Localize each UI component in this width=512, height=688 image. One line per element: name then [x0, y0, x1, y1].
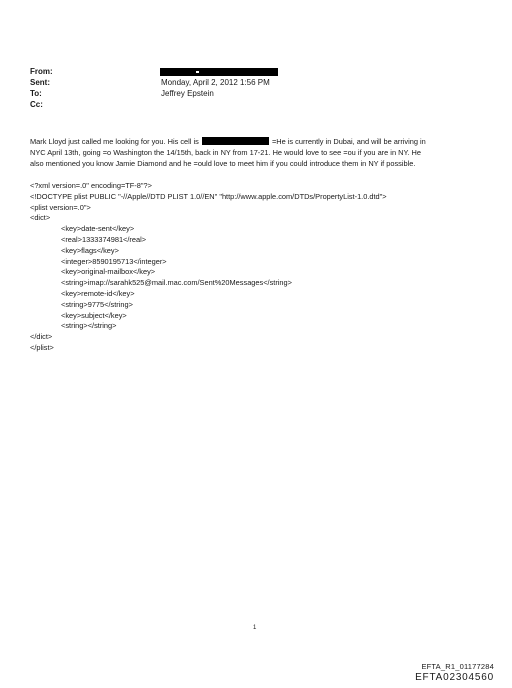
sent-value: Monday, April 2, 2012 1:56 PM	[161, 78, 270, 87]
body-line-3: also mentioned you know Jamie Diamond and he =ould love to meet him if you could introduce them in NY if possible.	[30, 159, 416, 168]
body-line-1-start: Mark Lloyd just called me looking for you. His cell is	[30, 137, 199, 146]
xml-declaration: <?xml version=.0" encoding=TF-8"?>	[30, 181, 152, 190]
email-header	[30, 66, 490, 110]
plist-open-tag: <plist version=.0">	[30, 202, 91, 212]
plist-item: <string>imap://sarahk525@mail.mac.com/Sent%20Messages</string>	[61, 278, 292, 288]
redaction-gap	[196, 71, 199, 73]
bates-number-small: EFTA_R1_01177284	[421, 662, 494, 671]
from-row	[30, 66, 490, 77]
email-body	[30, 136, 504, 169]
from-label: From:	[30, 67, 53, 76]
plist-item: <real>1333374981</real>	[61, 234, 147, 244]
to-label: To:	[30, 89, 42, 98]
dict-open-tag: <dict>	[30, 213, 51, 223]
cc-row	[30, 99, 490, 110]
body-line-1-end: =He is currently in Dubai, and will be arriving in	[271, 137, 426, 146]
to-value: Jeffrey Epstein	[161, 89, 214, 98]
doctype-line: <!DOCTYPE plist PUBLIC "-//Apple//DTD PLIST 1.0//EN" "http://www.apple.com/DTDs/PropertyList-1.0.dtd">	[30, 191, 387, 201]
plist-item: <integer>8590195713</integer>	[61, 256, 167, 266]
sent-row	[30, 77, 490, 88]
dict-close-tag: </dict>	[30, 332, 53, 342]
plist-item: <key>date-sent</key>	[61, 224, 135, 234]
plist-item: <key>flags</key>	[61, 245, 119, 255]
to-row	[30, 88, 490, 99]
page-number: 1	[253, 625, 257, 631]
plist-item: <string>9775</string>	[61, 299, 133, 309]
redacted-sender	[160, 68, 278, 76]
plist-close-tag: </plist>	[30, 342, 54, 352]
plist-item: <key>subject</key>	[61, 310, 127, 320]
plist-item: <key>original-mailbox</key>	[61, 267, 156, 277]
plist-block	[30, 181, 504, 354]
plist-item: <key>remote-id</key>	[61, 288, 135, 298]
body-line-1	[30, 136, 504, 147]
sent-label: Sent:	[30, 78, 50, 87]
redacted-phone	[202, 137, 269, 145]
bates-number-large: EFTA02304560	[415, 672, 494, 683]
body-line-2: NYC April 13th, going =o Washington the 14/15th, back in NY from 17-21. He would love to see =ou if you are in NY. He	[30, 148, 421, 157]
plist-item: <string></string>	[61, 321, 117, 331]
cc-label: Cc:	[30, 100, 43, 109]
